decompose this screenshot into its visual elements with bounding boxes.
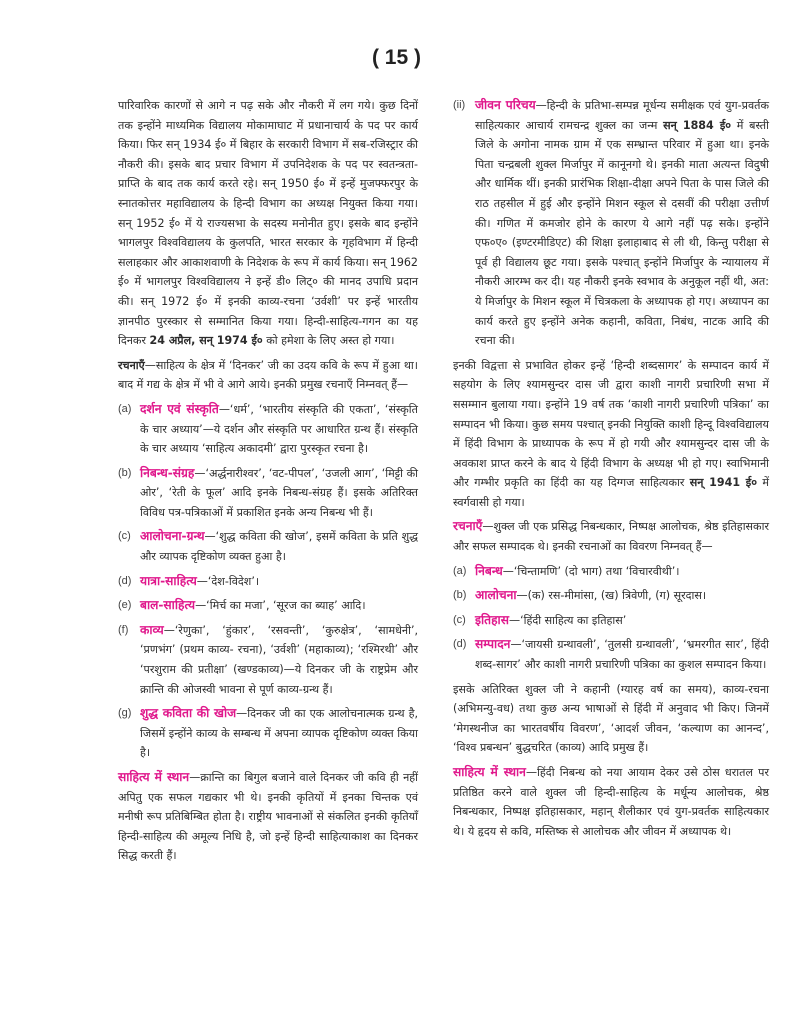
work-item: [118, 596, 418, 616]
place-heading: साहित्य में स्थान: [453, 765, 526, 779]
item-marker: (c): [118, 530, 131, 543]
item-title: आलोचना: [475, 588, 517, 603]
left-column: [118, 96, 418, 871]
item-text: —‘चिन्तामणि’ (दो भाग) तथा ‘विचारवीथी’।: [502, 564, 680, 578]
works-paragraph: [453, 517, 769, 556]
item-title: सम्पादन: [475, 637, 511, 652]
career-paragraph: [453, 356, 769, 513]
work-item: [118, 572, 418, 592]
item-marker: (b): [118, 466, 132, 479]
item-title: इतिहास: [475, 612, 509, 627]
item-text: —दिनकर जी का एक आलोचनात्मक ग्रन्थ है, जिसमें इन्होंने काव्य के सम्बन्ध में अपना व्यापक दृष्टिकोण व्यक्त किया है।: [140, 707, 418, 760]
place-text: —हिंदी निबन्ध को नया आयाम देकर उसे ठोस धरातल पर प्रतिष्ठित करने वाले शुक्ल जी हिन्दी-साहित्य के मर्धून्य आलोचक, श्रेष्ठ निबन्धकार, निष्पक्ष इतिहासकार, महान् शैलीकार एवं युग-प्रवर्तक साहित्यकार थे। ये हृदय से कवि, मस्तिष्क से आलोचक और जीवन में अध्यापक थे।: [453, 766, 769, 838]
item-marker: (d): [118, 574, 132, 587]
intro-text: पारिवारिक कारणों से आगे न पढ़ सके और नौकरी में लग गये। कुछ दिनों तक इन्होंने माध्यमिक विद्यालय मोकामाघाट में प्रधानाचार्य के पद पर कार्य किया। फिर सन् 1934 ई० में बिहार के सरकारी विभाग में सब-रजिस्ट्रार की नौकरी की। इसके बाद प्रचार विभाग में उपनिदेशक के पद पर स्वतन्त्रता-प्राप्ति के बाद तक कार्य करते रहे। सन् 1950 ई० में इन्हें मुजफ्फरपुर के स्नातकोत्तर महाविद्यालय के हिन्दी विभाग का अध्यक्ष नियुक्त किया गया। सन् 1952 ई० में ये राज्यसभा के सदस्य मनोनीत हुए। इसके बाद इन्होंने भागलपुर विश्वविद्यालय के कुलपति, भारत सरकार के गृहविभाग में हिन्दी सलाहकार और आकाशवाणी के निदेशक के रूप में कार्य किया। सन् 1962 ई० में भागलपुर विश्वविद्यालय ने इन्हें डी० लिट्० की मानद उपाधि प्रदान की। सन् 1972 ई० में इनकी काव्य-रचना ‘उर्वशी’ पर इन्हें भारतीय ज्ञानपीठ पुरस्कार से सम्मानित किया गया। हिन्दी-साहित्य-गगन का यह दिनकर: [118, 99, 418, 348]
item-marker: (e): [118, 599, 132, 612]
place-heading: साहित्य में स्थान: [118, 770, 190, 784]
item-title: निबन्ध: [475, 563, 503, 578]
work-item: [453, 635, 769, 674]
item-marker: (d): [453, 638, 467, 651]
life-text-cont: में बस्ती जिले के अगोना नामक ग्राम में एक सम्भ्रान्त परिवार में हुआ था। इनके पिता चन्द्रबली शुक्ल मिर्जापुर में कानूनगो थे। इनकी माता अत्यन्त विदुषी और धार्मिक थीं। इनकी प्रारंभिक शिक्षा-दीक्षा अपने पिता के पास जिले की राठ तहसील में हुई और इन्होंने मिशन स्कूल से दसवीं की परीक्षा उत्तीर्ण की। गणित में कमजोर होने के कारण ये आगे नहीं पढ़ सके। इन्होंने एफ०ए० (इण्टरमीडिएट) की शिक्षा इलाहाबाद से ली थी, किन्तु परीक्षा से पूर्व ही विद्यालय छूट गया। इसके पश्चात् इन्होंने मिर्जापुर के न्यायालय में नौकरी आरम्भ कर दी। यह नौकरी इनके स्वभाव के अनुकूल नहीं थी, अत: ये मिर्जापुर के मिशन स्कूल में चित्रकला के अध्यापक हो गए। अध्यापन का कार्य करते हुए इन्होंने अनेक कहानी, कविता, निबंध, नाटक आदि की रचना की।: [475, 118, 769, 348]
death-date: 24 अप्रैल, सन् 1974 ई०: [149, 334, 263, 348]
item-text: —‘देश-विदेश’।: [196, 574, 260, 588]
place-text: —क्रान्ति का बिगुल बजाने वाले दिनकर जी कवि ही नहीं अपितु एक सफल गद्यकार भी थे। इनकी कृतियों में इनका चिन्तक एवं मनीषी रूप प्रतिबिम्बित होता है। राष्ट्रीय भावनाओं से संकलित इनकी कृतियाँ हिन्दी-साहित्य की अमूल्य निधि है, जो इन्हें हिन्दी साहित्याकाश का दिनकर सिद्ध करती हैं।: [118, 771, 418, 863]
life-paragraph: [453, 96, 769, 351]
item-title: बाल-साहित्य: [140, 598, 196, 613]
item-marker: (a): [453, 564, 467, 577]
life-text: —हिन्दी के प्रतिभा-सम्पन्न मूर्धन्य समीक्षक एवं युग-प्रवर्तक साहित्यकार आचार्य रामचन्द्र शुक्ल का जन्म: [475, 99, 769, 132]
life-heading: जीवन परिचय: [475, 98, 536, 112]
section-marker: (ii): [453, 99, 466, 111]
work-item: [118, 527, 418, 566]
intro-end: को हमेशा के लिए अस्त हो गया।: [262, 334, 395, 348]
item-text: —‘जायसी ग्रन्थावली’, ‘तुलसी ग्रन्थावली’, ‘भ्रमरगीत सार’, हिंदी शब्द-सागर’ और काशी नागरी प्रचारिणी पत्रिका का कुशल सम्पादन किया।: [475, 638, 769, 672]
item-title: दर्शन एवं संस्कृति: [140, 401, 219, 416]
item-marker: (a): [118, 402, 132, 415]
item-title: काव्य: [140, 622, 164, 637]
item-text: —‘हिंदी साहित्य का इतिहास’: [508, 613, 627, 627]
works-text: —साहित्य के क्षेत्र में ‘दिनकर’ जी का उदय कवि के रूप में हुआ था। बाद में गद्य के क्षेत्र में भी वे आगे आये। इनकी प्रमुख रचनाएँ निम्नवत् हैं—: [118, 358, 418, 392]
works-paragraph: [118, 356, 418, 395]
item-marker: (b): [453, 589, 467, 602]
work-item: [118, 400, 418, 459]
work-item: [453, 562, 769, 582]
right-column: [453, 96, 769, 846]
birth-date: सन् 1884 ई०: [663, 118, 732, 132]
career-text: इनकी विद्वत्ता से प्रभावित होकर इन्हें ‘हिन्दी शब्दसागर’ के सम्पादन कार्य में सहयोग के लिए श्यामसुन्दर दास जी द्वारा काशी नागरी प्रचारिणी सभा में ससम्मान बुलाया गया। इन्होंने 19 वर्ष तक ‘काशी नागरी प्रचारिणी पत्रिका’ का सम्पादन भी किया। कुछ समय पश्चात् इनकी नियुक्ति काशी हिन्दू विश्वविद्यालय में हिंदी विभाग के प्राध्यापक के रूप में हो गयी और श्यामसुन्दर दास जी के अवकाश प्राप्त करने के बाद ये हिंदी विभाग के अध्यक्ष भी हो गए। स्वाभिमानी और गम्भीर प्रकृति का हिंदी का यह दिग्गज साहित्यकार: [453, 358, 769, 490]
page-number: ( 15 ): [371, 46, 421, 69]
works-heading: रचनाएँ: [453, 519, 483, 534]
item-text: —‘मिर्च का मजा’, ‘सूरज का ब्याह’ आदि।: [195, 599, 366, 613]
item-text: —‘अर्द्धनारीश्वर’, ‘वट-पीपल’, ‘उजली आग’, ‘मिट्टी की ओर’, ‘रेती के फूल’ आदि इनके निबन्ध-संग्रह हैं। इसके अतिरिक्त विविध पत्र-पत्रिकाओं में प्रकाशित इनके अन्य निबन्ध भी हैं।: [140, 466, 418, 519]
work-item: [118, 464, 418, 523]
item-marker: (c): [453, 613, 466, 626]
work-item: [453, 586, 769, 606]
item-text: —(क) रस-मीमांसा, (ख) त्रिवेणी, (ग) सूरदास।: [516, 589, 707, 603]
item-marker: (g): [118, 707, 132, 720]
intro-paragraph: [118, 96, 418, 351]
place-paragraph: [453, 763, 769, 841]
works-heading: रचनाएँ: [118, 358, 145, 372]
item-text: —‘रेणुका’, ‘हुंकार’, ‘रसवन्ती’, ‘कुरुक्षेत्र’, ‘सामधेनी’, ‘प्रणभंग’ (प्रथम काव्य- रचना), ‘उर्वशी’ (महाकाव्य); ‘रश्मिरथी’ और ‘परशुराम की प्रतीक्षा’ (खण्डकाव्य)—ये दिनकर जी के राष्ट्रप्रेम और क्रान्ति की ओजस्वी भावना से पूर्ण काव्य-ग्रन्थ हैं।: [140, 623, 418, 696]
item-title: निबन्ध-संग्रह: [140, 465, 195, 480]
item-title: शुद्ध कविता की खोज: [140, 706, 237, 721]
career-end: में स्वर्गवासी हो गया।: [453, 476, 769, 509]
item-marker: (f): [118, 623, 129, 636]
place-paragraph: [118, 768, 418, 866]
death-date: सन् 1941 ई०: [689, 476, 757, 490]
extra-paragraph: इसके अतिरिक्त शुक्ल जी ने कहानी (ग्यारह वर्ष का समय), काव्य-रचना (अभिमन्यु-वध) तथा कुछ अन्य भाषाओं से हिंदी में अनुवाद भी किए। जिनमें ‘मेगस्थनीज का भारतवर्षीय विवरण’, ‘आदर्श जीवन, ‘कल्याण का आनन्द’, ‘विश्व प्रबन्धन’ बुद्धचरित (काव्य) आदि प्रमुख हैं।: [453, 682, 769, 755]
item-text: —‘धर्म’, ‘भारतीय संस्कृति की एकता’, ‘संस्कृति के चार अध्याय’—ये दर्शन और संस्कृति पर आधारित ग्रन्थ हैं। संस्कृति के चार अध्याय ‘साहित्य अकादमी’ द्वारा पुरस्कृत रचना है।: [140, 402, 418, 456]
item-title: आलोचना-ग्रन्थ: [140, 529, 205, 544]
work-item: [453, 611, 769, 631]
works-text: —शुक्ल जी एक प्रसिद्ध निबन्धकार, निष्पक्ष आलोचक, श्रेष्ठ इतिहासकार और सफल सम्पादक थे। इनकी रचनाओं का विवरण निम्नवत् हैं—: [453, 520, 769, 554]
work-item: [118, 621, 418, 699]
item-text: —‘शुद्ध कविता की खोज’, इसमें कविता के प्रति शुद्ध और व्यापक दृष्टिकोण व्यक्त हुआ है।: [140, 530, 418, 564]
work-item: [118, 704, 418, 763]
item-title: यात्रा-साहित्य: [140, 573, 197, 588]
